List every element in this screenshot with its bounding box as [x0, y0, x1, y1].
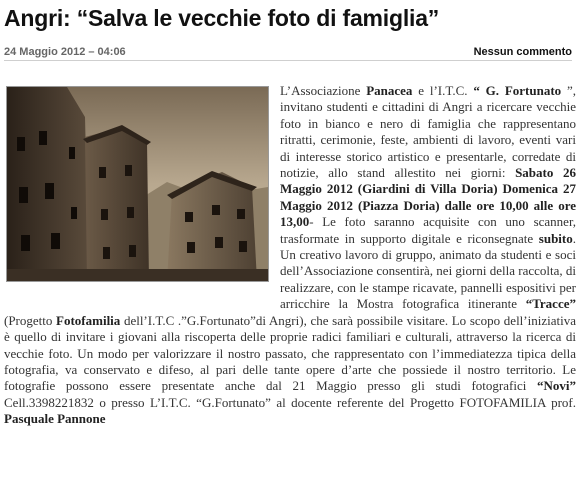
photo-wrap-spacer — [4, 83, 273, 300]
school-name: “ G. Fortunato — [473, 83, 562, 98]
exhibition-name: “Tracce” — [525, 296, 576, 312]
post-title[interactable]: Angri: “Salva le vecchie foto di famiglia” — [4, 5, 440, 31]
studio-name: “Novi” — [537, 378, 576, 394]
event-dates: Sabato 26 Maggio 2012 (Giardini di Villa Doria) Domenica 27 Maggio 2012 (Piazza Doria) dalle ore 10,00 alle ore 13,00 — [280, 165, 577, 230]
emphasis-subito: subito — [538, 230, 573, 246]
post-date: 24 Maggio 2012 – 04:06 — [4, 46, 126, 58]
org-panacea: Panacea — [366, 83, 413, 98]
project-name: Fotofamilia — [56, 312, 121, 328]
article-body: L’Associazione Panacea e l’I.T.C. “ G. Fortunato ”, invitano studenti e cittadini di Angri a ricercare vecchie foto in bianco e nero di famiglia che rappresentano ritratti, cerimonie, feste, ambienti di lavoro, eventi vari di interesse storico artistico e presentarle, corredate di notizie, allo stand allestito nei giorni: Sabato 26 Maggio 2012 (Giardini di Villa Doria) Domenica 27 Maggio 2012 (Piazza Doria) dalle ore 10,00 alle ore 13,00- Le foto saranno acquisite con uno scanner, trasformate in supporto digitale e riconsegnate subito. Un creativo lavoro di gruppo, animato da studenti e soci dell’Associazione consentirà, nei giorni della raccolta, di realizzare, con le stampe ricavate, pannelli espositivi per arricchire la Mostra fotografica itinerante “Tracce” (Progetto Fotofamilia dell’I.T.C .”G.Fortunato”di Angri), che sarà possibile visitare. Lo scopo dell’iniziativa è quello di invitare i giovani alla riscoperta delle proprie radici familiari e culturali, attraverso la ricerca di vecchie foto. Un modo per valorizzare il nostro passato, che rappresentato con l’immediatezza tipica della fotografia, va conservato e difeso, al pari delle tante opere d’arte che possiede il nostro territorio. Le fotografie possono essere presentate anche dal 21 Maggio presso gli studi fotografici “Novi” Cell.3398221832 o presso L’I.T.C. “G.Fortunato” al docente referente del Progetto FOTOFAMILIA prof. Pasquale Pannone — [4, 83, 577, 427]
teacher-name: Pasquale Pannone — [4, 411, 106, 427]
post-meta — [4, 38, 572, 61]
comments-link[interactable]: Nessun commento — [473, 46, 572, 58]
